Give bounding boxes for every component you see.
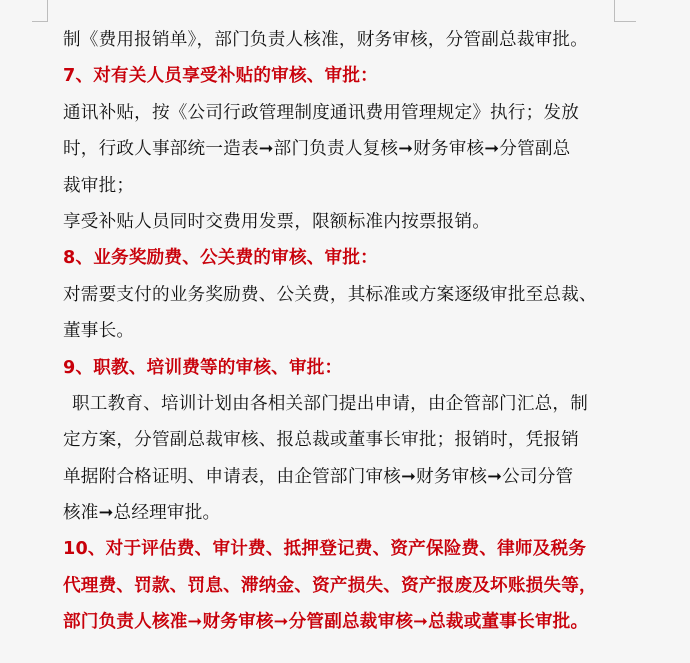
paragraph-line: 核准➞总经理审批。 xyxy=(63,503,221,524)
paragraph-line: 对需要支付的业务奖励费、公关费，其标准或方案逐级审批至总裁、 xyxy=(63,284,597,305)
page-corner-mark-left-h xyxy=(32,21,48,22)
paragraph-line: 通讯补贴，按《公司行政管理制度通讯费用管理规定》执行；发放 xyxy=(63,102,580,123)
paragraph-line: 董事长。 xyxy=(63,321,135,342)
section-heading: 7、对有关人员享受补贴的审核、审批： xyxy=(63,66,378,87)
paragraph-line: 职工教育、培训计划由各相关部门提出申请，由企管部门汇总，制 xyxy=(72,393,589,414)
paragraph-line: 制《费用报销单》，部门负责人核准，财务审核，分管副总裁审批。 xyxy=(63,30,589,50)
paragraph-line: 裁审批； xyxy=(63,175,135,196)
document-body xyxy=(63,22,623,641)
page-corner-mark-right-v xyxy=(614,0,615,21)
section-heading: 9、职教、培训费等的审核、审批： xyxy=(63,357,343,378)
paragraph-line: 时，行政人事部统一造表➞部门负责人复核➞财务审核➞分管副总 xyxy=(63,139,571,160)
section-heading: 部门负责人核准➞财务审核➞分管副总裁审核➞总裁或董事长审批。 xyxy=(63,612,589,633)
page-corner-mark-left-v xyxy=(47,0,48,21)
section-heading: 8、业务奖励费、公关费的审核、审批： xyxy=(63,248,378,269)
paragraph-line: 定方案，分管副总裁审核、报总裁或董事长审批；报销时，凭报销 xyxy=(63,430,580,451)
section-heading: 10、对于评估费、审计费、抵押登记费、资产保险费、律师及税务 xyxy=(63,539,587,560)
paragraph-line: 享受补贴人员同时交费用发票，限额标准内按票报销。 xyxy=(63,211,491,232)
paragraph-line: 单据附合格证明、申请表，由企管部门审核➞财务审核➞公司分管 xyxy=(63,466,574,487)
section-heading: 代理费、罚款、罚息、滞纳金、资产损失、资产报废及坏账损失等， xyxy=(63,575,597,596)
